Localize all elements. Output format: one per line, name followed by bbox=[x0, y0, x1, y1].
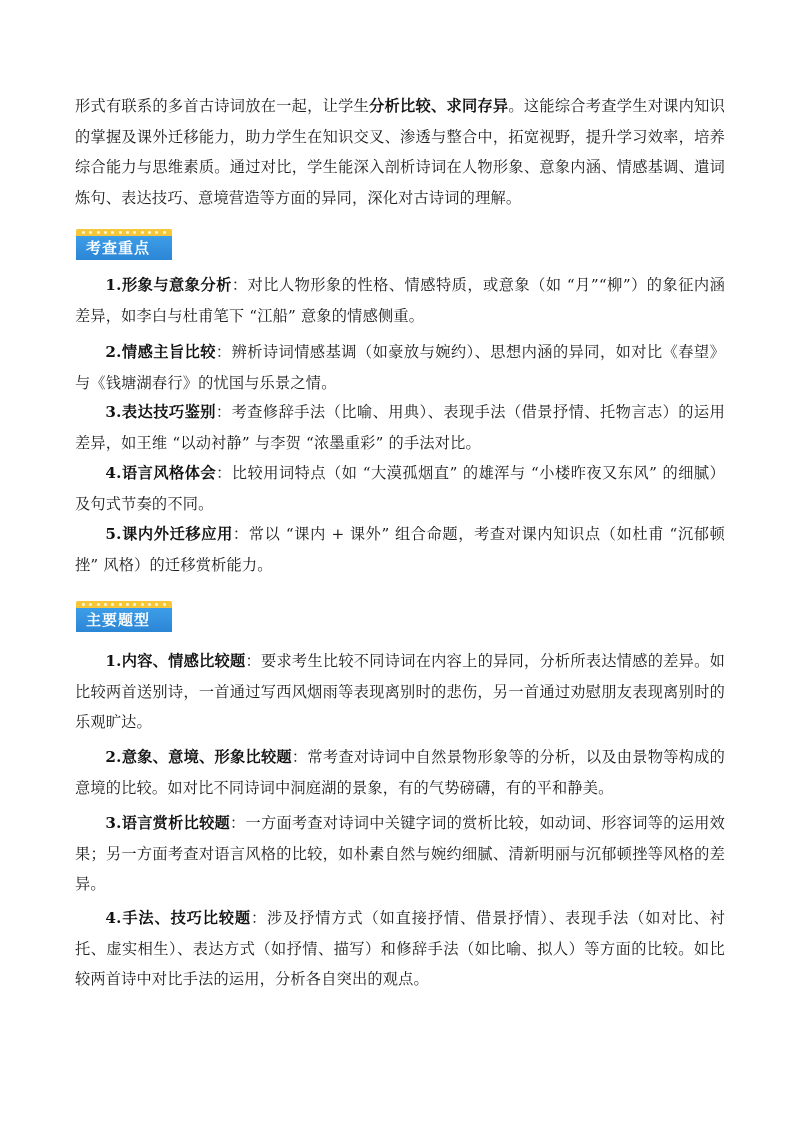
item-separator: ： bbox=[215, 403, 232, 421]
item-label: 2.情感主旨比较 bbox=[105, 343, 216, 361]
question-type-item bbox=[75, 903, 725, 995]
question-type-item bbox=[75, 646, 725, 738]
item-text: 要求考生比较不同诗词在内容上的异同，分析所表达情感的差异。如比较两首送别诗，一首通过写西风烟雨等表现离别时的悲伤，另一首通过劝慰朋友表现离别时的乐观旷达。 bbox=[75, 652, 726, 731]
item-text: 常考查对诗词中自然景物形象等的分析，以及由景物等构成的意境的比较。如对比不同诗词中洞庭湖的景象，有的气势磅礴，有的平和静美。 bbox=[75, 748, 725, 797]
item-label: 1.内容、情感比较题 bbox=[105, 652, 246, 670]
key-point-item bbox=[75, 458, 725, 519]
item-text: 一方面考查对诗词中关键字词的赏析比较，如动词、形容词等的运用效果；另一方面考查对语言风格的比较，如朴素自然与婉约细腻、清新明丽与沉郁顿挫等风格的差异。 bbox=[75, 814, 726, 893]
item-separator: ： bbox=[250, 909, 268, 927]
question-type-item bbox=[75, 808, 725, 900]
badge-dots-decoration bbox=[76, 229, 172, 236]
section-badge-question-types bbox=[76, 601, 172, 632]
item-label: 2.意象、意境、形象比较题 bbox=[105, 748, 292, 766]
item-label: 3.表达技巧鉴别 bbox=[105, 403, 216, 421]
intro-emphasis: 分析比较、求同存异 bbox=[369, 97, 509, 115]
item-separator: ： bbox=[215, 343, 232, 361]
item-separator: ： bbox=[216, 464, 232, 482]
key-point-item bbox=[75, 337, 725, 398]
item-text: 常以 “课内 + 课外” 组合命题，考查对课内知识点（如杜甫 “沉郁顿挫” 风格）的迁移赏析能力。 bbox=[75, 525, 726, 574]
section-badge-key-points bbox=[76, 229, 172, 260]
section-title: 主要题型 bbox=[76, 608, 172, 632]
item-separator: ： bbox=[232, 525, 249, 543]
key-point-item bbox=[75, 519, 725, 580]
item-label: 3.语言赏析比较题 bbox=[105, 814, 231, 832]
item-text: 辨析诗词情感基调（如豪放与婉约）、思想内涵的异同，如对比《春望》与《钱塘湖春行》的忧国与乐景之情。 bbox=[75, 343, 725, 392]
item-text: 比较用词特点（如 “大漠孤烟直” 的雄浑与 “小楼昨夜又东风” 的细腻）及句式节奏的不同。 bbox=[75, 464, 725, 513]
item-text: 对比人物形象的性格、情感特质，或意象（如 “月”“柳”）的象征内涵差异，如李白与杜甫笔下 “江船” 意象的情感侧重。 bbox=[75, 276, 725, 325]
item-separator: ： bbox=[291, 748, 308, 766]
item-label: 4.手法、技巧比较题 bbox=[105, 909, 251, 927]
item-text: 涉及抒情方式（如直接抒情、借景抒情）、表现手法（如对比、衬托、虚实相生）、表达方式（如抒情、描写）和修辞手法（如比喻、拟人）等方面的比较。如比较两首诗中对比手法的运用，分析各自突出的观点。 bbox=[75, 909, 726, 988]
key-point-item bbox=[75, 397, 725, 458]
item-separator: ： bbox=[230, 814, 246, 832]
badge-dots-decoration bbox=[76, 601, 172, 608]
item-separator: ： bbox=[245, 652, 261, 670]
item-label: 4.语言风格体会 bbox=[105, 464, 217, 482]
intro-text-start: 形式有联系的多首古诗词放在一起，让学生 bbox=[75, 97, 370, 115]
item-separator: ： bbox=[231, 276, 248, 294]
item-label: 1.形象与意象分析 bbox=[105, 276, 232, 294]
key-point-item bbox=[75, 270, 725, 331]
section-title: 考查重点 bbox=[76, 236, 172, 260]
item-label: 5.课内外迁移应用 bbox=[105, 525, 233, 543]
intro-paragraph bbox=[75, 91, 725, 213]
item-text: 考查修辞手法（比喻、用典）、表现手法（借景抒情、托物言志）的运用差异，如王维 “以动衬静” 与李贺 “浓墨重彩” 的手法对比。 bbox=[75, 403, 725, 452]
intro-text-end: 。这能综合考查学生对课内知识的掌握及课外迁移能力，助力学生在知识交叉、渗透与整合中，拓宽视野，提升学习效率，培养综合能力与思维素质。通过对比，学生能深入剖析诗词在人物形象、意象内涵、情感基调、遣词炼句、表达技巧、意境营造等方面的异同，深化对古诗词的理解。 bbox=[75, 97, 725, 207]
question-type-item bbox=[75, 742, 725, 803]
